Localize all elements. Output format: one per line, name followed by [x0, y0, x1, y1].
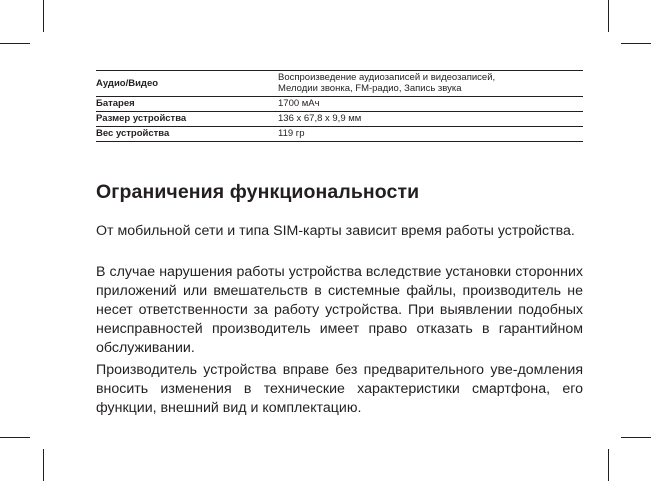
crop-mark	[621, 437, 651, 438]
spec-row	[96, 112, 583, 127]
spec-value-line: Воспроизведение аудиозаписей и видеозаписей,	[278, 72, 496, 83]
crop-mark	[0, 43, 30, 44]
crop-mark	[608, 449, 609, 481]
spec-label: Аудио/Видео	[96, 71, 278, 97]
spec-value	[278, 71, 583, 97]
crop-mark	[621, 43, 651, 44]
spec-label: Вес устройства	[96, 127, 278, 142]
section-title: Ограничения функциональности	[96, 181, 420, 203]
spec-row	[96, 97, 583, 112]
body-paragraph: От мобильной сети и типа SIM-карты зависит время работы устройства.	[96, 223, 575, 239]
spec-row	[96, 71, 583, 97]
spec-value: 136 x 67,8 x 9,9 мм	[278, 112, 583, 127]
crop-mark	[43, 0, 44, 32]
spec-value: 1700 мАч	[278, 97, 583, 112]
specs-table	[96, 70, 583, 142]
crop-mark	[608, 0, 609, 32]
body-paragraph: Производитель устройства вправе без предварительного уве-домления вносить изменения в технические характеристики смартфона, его функции, внешний вид и комплектацию.	[96, 362, 583, 416]
spec-label: Батарея	[96, 97, 278, 112]
body-paragraph: В случае нарушения работы устройства вследствие установки сторонних приложений или вмешательств в системные файлы, производитель не несет ответственности за работу устройства. При выявлении подобных неисправностей производитель имеет право отказать в гарантийном обслуживании.	[96, 264, 583, 356]
spec-value: 119 гр	[278, 127, 583, 142]
spec-row	[96, 127, 583, 142]
spec-value-line: Мелодии звонка, FM-радио, Запись звука	[278, 83, 462, 94]
crop-mark	[43, 449, 44, 481]
crop-mark	[0, 437, 30, 438]
spec-label: Размер устройства	[96, 112, 278, 127]
